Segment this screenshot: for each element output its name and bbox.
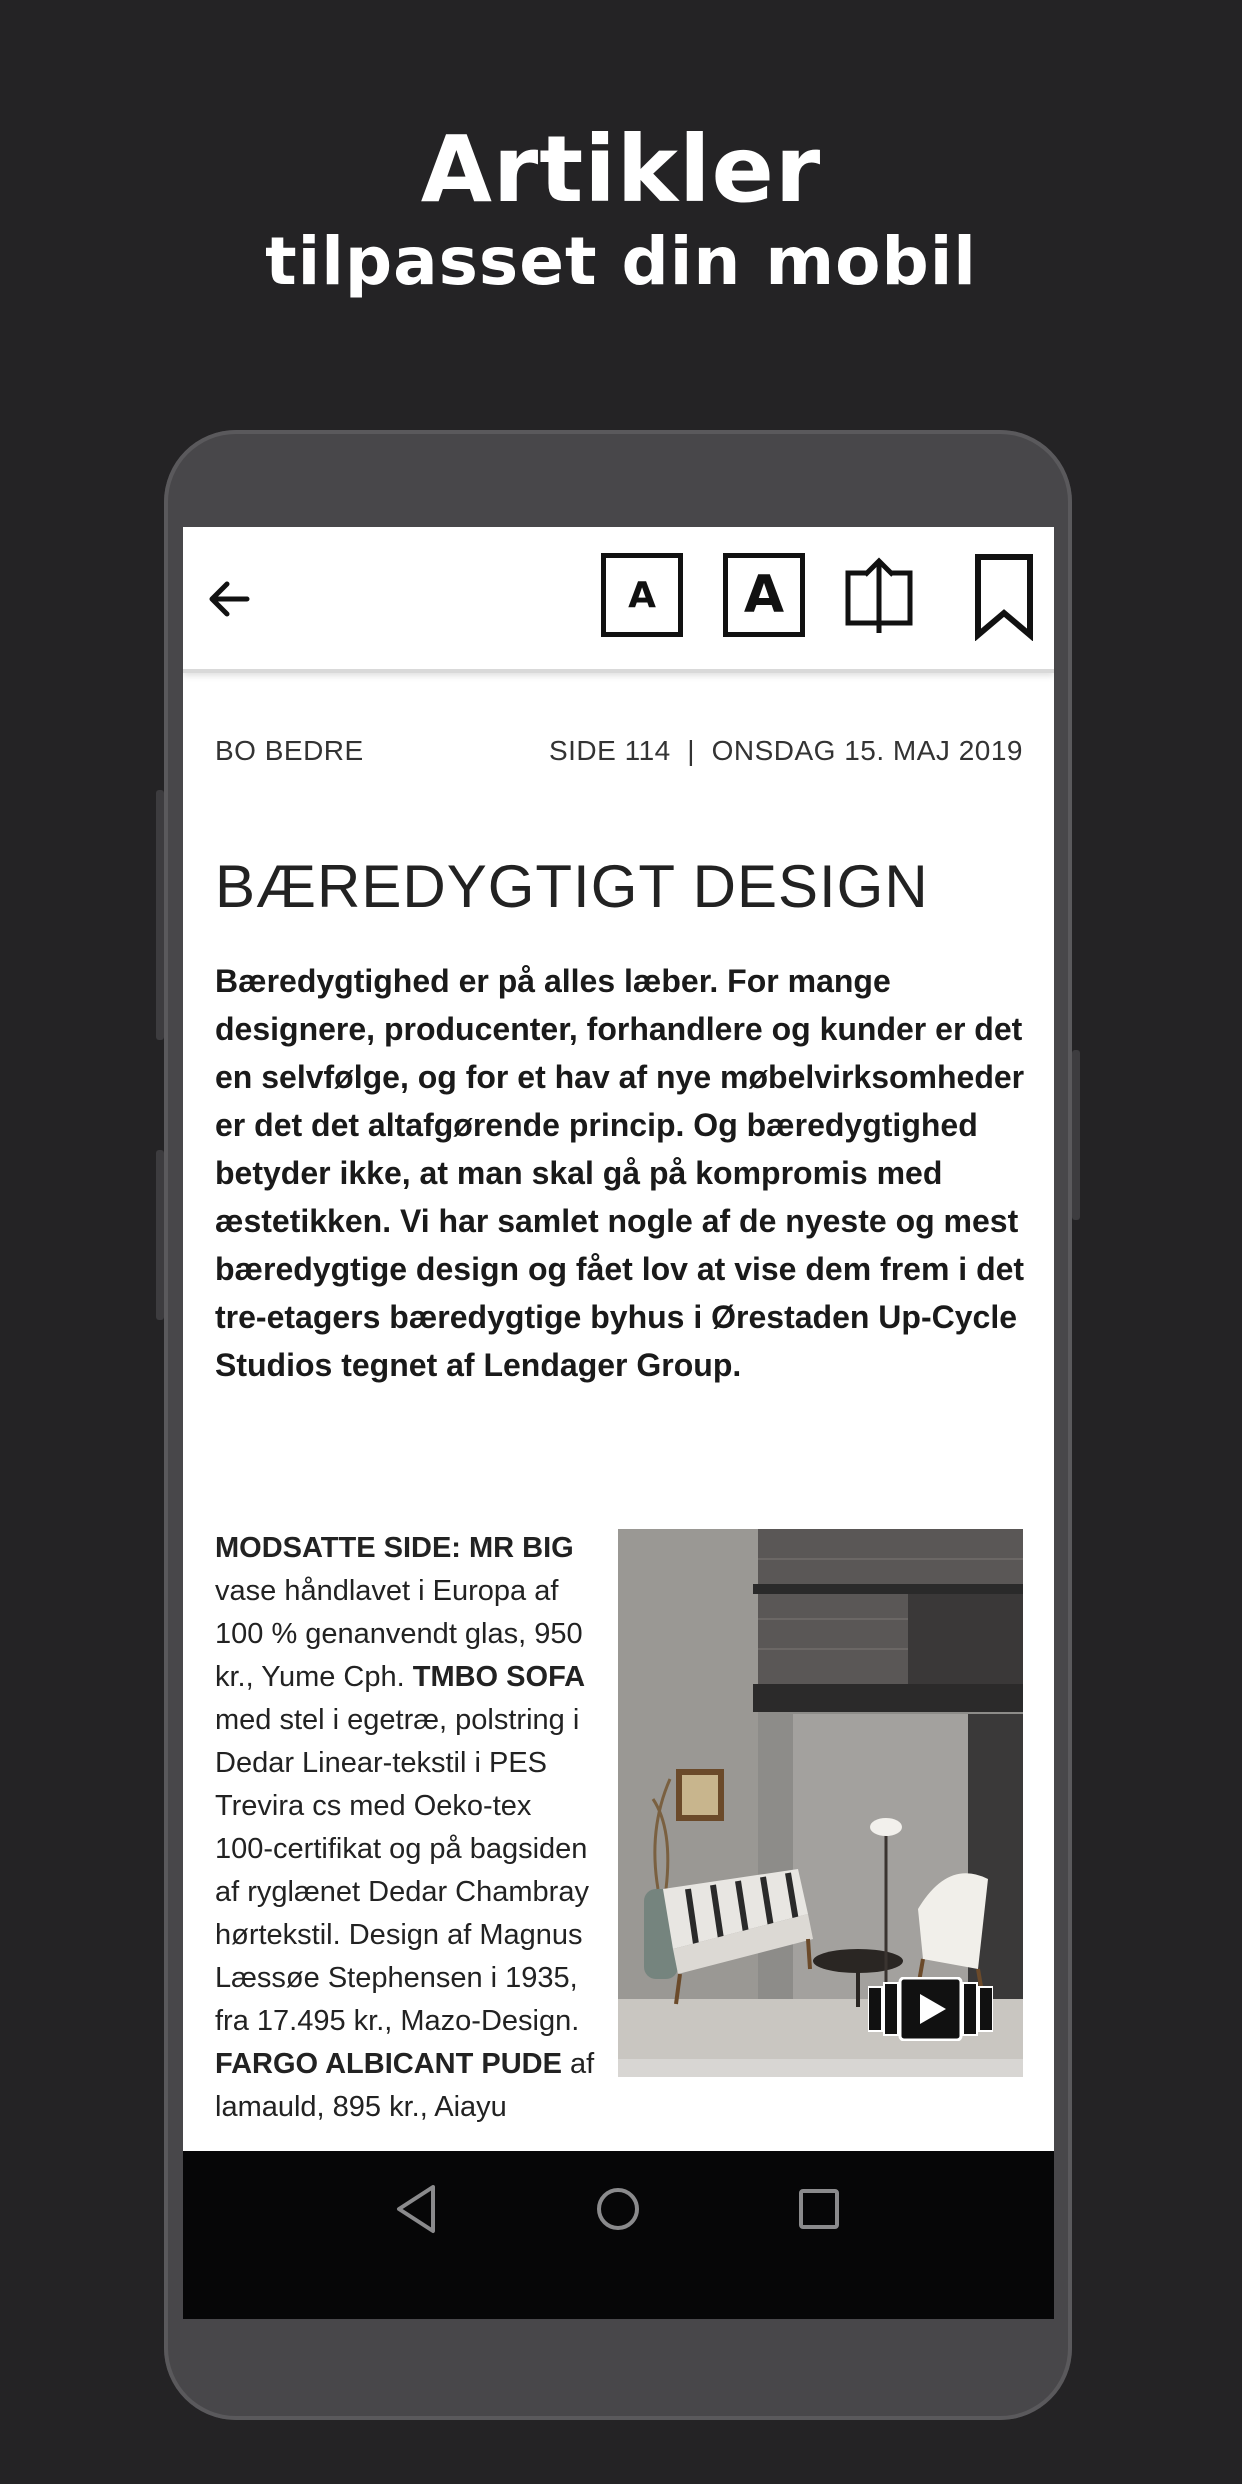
nav-back-icon[interactable] [393, 2183, 441, 2235]
body-text-3: af lamauld, 895 kr., Aiayu [215, 2048, 595, 2123]
font-large-letter: A [743, 565, 785, 625]
phone-side-button [156, 1150, 164, 1320]
publication-name: BO BEDRE [215, 735, 364, 766]
nav-recents-icon[interactable] [798, 2188, 840, 2230]
body-text-1: vase håndlavet i Europa af 100 % genanvendt glas, 950 kr., Yume Cph. [215, 1575, 583, 1693]
page-and-date: SIDE 114 | ONSDAG 15. MAJ 2019 [548, 735, 1023, 766]
article-title: BÆREDYGTIGT DESIGN [215, 853, 929, 920]
android-nav-bar [183, 2151, 1054, 2319]
article-photo[interactable] [618, 1529, 1023, 2077]
promo-title: Artikler [420, 116, 822, 223]
article-body [215, 1527, 595, 2129]
body-text-2: med stel i egetræ, polstring i Dedar Linear-tekstil i PES Trevira cs med Oeko-tex 100-certifikat og på bagsiden af ryglænet Dedar Chambray hørtekstil. Design af Magnus Læssøe Stephensen i 1935, fra 17.495 kr., Mazo-Design. [215, 1704, 589, 2037]
nav-home-icon[interactable] [594, 2185, 642, 2233]
bookmark-icon[interactable] [973, 553, 1035, 641]
body-bold-2: TMBO SOFA [412, 1661, 586, 1693]
phone-screen [183, 527, 1054, 2152]
body-bold-3: FARGO ALBICANT PUDE [215, 2048, 562, 2080]
article-lead: Bæredygtighed er på alles læber. For mange designere, producenter, forhandlere og kunder er det en selvfølge, og for et hav af nye møbelvirksomheder er det det altafgørende princip. Og bæredygtighed betyder ikke, at man skal gå på kompromis med æstetikken. Vi har samlet nogle af de nyeste og mest bæredygtige design og fået lov at vise dem frem i det tre-etagers bæredygtige byhus i Ørestaden Up-Cycle Studios tegnet af Lendager Group. [215, 963, 1025, 1383]
article-toolbar [183, 527, 1054, 673]
body-bold-1: MODSATTE SIDE: MR BIG [215, 1532, 574, 1564]
share-icon[interactable] [843, 553, 915, 639]
phone-side-button [156, 790, 164, 1040]
phone-power-button [1072, 1050, 1080, 1220]
font-small-letter: A [628, 574, 656, 616]
back-arrow-icon[interactable] [205, 575, 255, 623]
font-size-large-icon[interactable] [723, 553, 805, 637]
promo-subtitle: tilpasset din mobil [265, 223, 977, 300]
font-size-small-icon[interactable] [601, 553, 683, 637]
gallery-play-icon[interactable] [868, 1977, 993, 2041]
